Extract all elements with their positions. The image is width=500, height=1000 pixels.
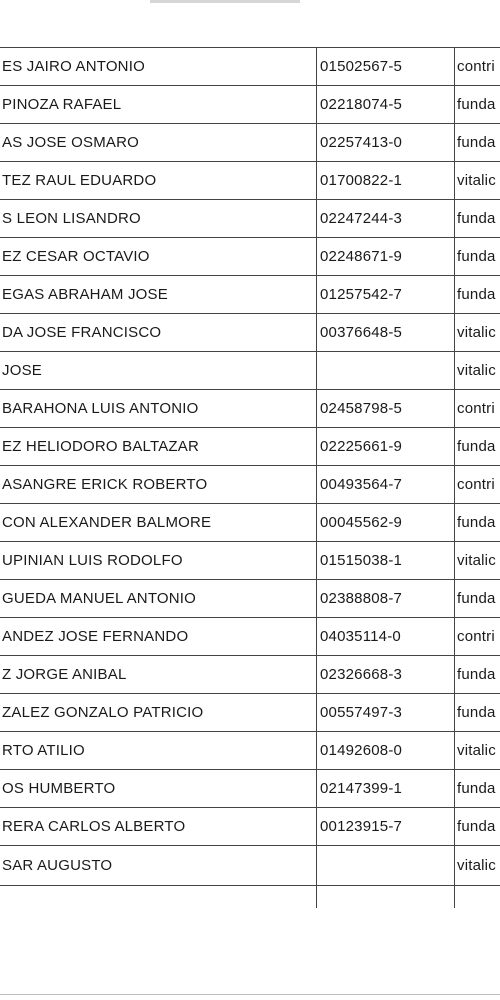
type-cell: vitalic (457, 857, 496, 874)
id-number-cell: 02257413-0 (320, 134, 403, 151)
type-cell: funda (457, 514, 496, 531)
table-row (0, 200, 500, 238)
name-cell: JOSE (2, 362, 42, 379)
type-cell: funda (457, 96, 496, 113)
table-row (0, 352, 500, 390)
name-cell: GUEDA MANUEL ANTONIO (2, 590, 197, 607)
type-cell: contri (457, 476, 495, 493)
type-cell: funda (457, 780, 496, 797)
table-row (0, 542, 500, 580)
id-number-cell: 02218074-5 (320, 96, 403, 113)
name-cell: RERA CARLOS ALBERTO (2, 818, 186, 835)
type-cell: vitalic (457, 742, 496, 759)
name-cell: ES JAIRO ANTONIO (2, 58, 145, 75)
id-number-cell: 02388808-7 (320, 590, 403, 607)
table-row (0, 238, 500, 276)
type-cell: contri (457, 400, 495, 417)
table-row (0, 846, 500, 885)
id-number-cell: 01257542-7 (320, 286, 403, 303)
id-number-cell: 02147399-1 (320, 780, 403, 797)
type-cell: contri (457, 628, 495, 645)
name-cell: EZ HELIODORO BALTAZAR (2, 438, 200, 455)
table-row (0, 466, 500, 504)
table-row (0, 656, 500, 694)
table-row (0, 808, 500, 846)
id-number-cell (320, 846, 452, 885)
type-cell: funda (457, 666, 496, 683)
page-bottom-edge (0, 994, 500, 995)
name-cell: BARAHONA LUIS ANTONIO (2, 400, 199, 417)
name-cell: EZ CESAR OCTAVIO (2, 248, 150, 265)
name-cell: ASANGRE ERICK ROBERTO (2, 476, 208, 493)
name-cell: SAR AUGUSTO (2, 857, 113, 874)
name-cell: ANDEZ JOSE FERNANDO (2, 628, 189, 645)
column-divider-id-type (454, 47, 455, 908)
top-scan-mark (150, 0, 300, 3)
type-cell: funda (457, 134, 496, 151)
name-cell: CON ALEXANDER BALMORE (2, 514, 212, 531)
type-cell: funda (457, 818, 496, 835)
table-row (0, 314, 500, 352)
table-row (0, 428, 500, 466)
name-cell: TEZ RAUL EDUARDO (2, 172, 157, 189)
id-number-cell: 00376648-5 (320, 324, 403, 341)
type-cell: funda (457, 704, 496, 721)
type-cell: vitalic (457, 172, 496, 189)
table-row (0, 48, 500, 86)
id-number-cell: 01502567-5 (320, 58, 403, 75)
table-row (0, 732, 500, 770)
name-cell: ZALEZ GONZALO PATRICIO (2, 704, 204, 721)
type-cell: funda (457, 590, 496, 607)
name-cell: OS HUMBERTO (2, 780, 116, 797)
name-cell: AS JOSE OSMARO (2, 134, 139, 151)
id-number-cell: 04035114-0 (320, 628, 401, 645)
id-number-cell: 02326668-3 (320, 666, 403, 683)
table-row (0, 124, 500, 162)
name-cell: UPINIAN LUIS RODOLFO (2, 552, 183, 569)
table-row (0, 276, 500, 314)
table-row (0, 618, 500, 656)
type-cell: vitalic (457, 552, 496, 569)
id-number-cell: 00493564-7 (320, 476, 403, 493)
table-row (0, 580, 500, 618)
type-cell: funda (457, 286, 496, 303)
id-number-cell: 01700822-1 (320, 172, 403, 189)
id-number-cell: 00123915-7 (320, 818, 403, 835)
type-cell: contri (457, 58, 495, 75)
column-divider-name-id (316, 47, 317, 908)
table-row (0, 504, 500, 542)
name-cell: Z JORGE ANIBAL (2, 666, 127, 683)
type-cell: vitalic (457, 362, 496, 379)
name-cell: RTO ATILIO (2, 742, 85, 759)
table-row (0, 162, 500, 200)
name-cell: PINOZA RAFAEL (2, 96, 122, 113)
id-number-cell: 01492608-0 (320, 742, 403, 759)
id-number-cell: 02458798-5 (320, 400, 403, 417)
type-cell: funda (457, 248, 496, 265)
id-number-cell: 02225661-9 (320, 438, 403, 455)
name-cell: S LEON LISANDRO (2, 210, 141, 227)
id-number-cell: 02247244-3 (320, 210, 403, 227)
table-row (0, 770, 500, 808)
id-number-cell (320, 352, 452, 389)
id-number-cell: 01515038-1 (320, 552, 403, 569)
type-cell: vitalic (457, 324, 496, 341)
name-cell: EGAS ABRAHAM JOSE (2, 286, 168, 303)
name-cell: DA JOSE FRANCISCO (2, 324, 162, 341)
table-row (0, 694, 500, 732)
id-number-cell: 02248671-9 (320, 248, 403, 265)
records-table (0, 47, 500, 886)
type-cell: funda (457, 438, 496, 455)
table-row (0, 86, 500, 124)
type-cell: funda (457, 210, 496, 227)
id-number-cell: 00045562-9 (320, 514, 403, 531)
id-number-cell: 00557497-3 (320, 704, 403, 721)
table-row (0, 390, 500, 428)
